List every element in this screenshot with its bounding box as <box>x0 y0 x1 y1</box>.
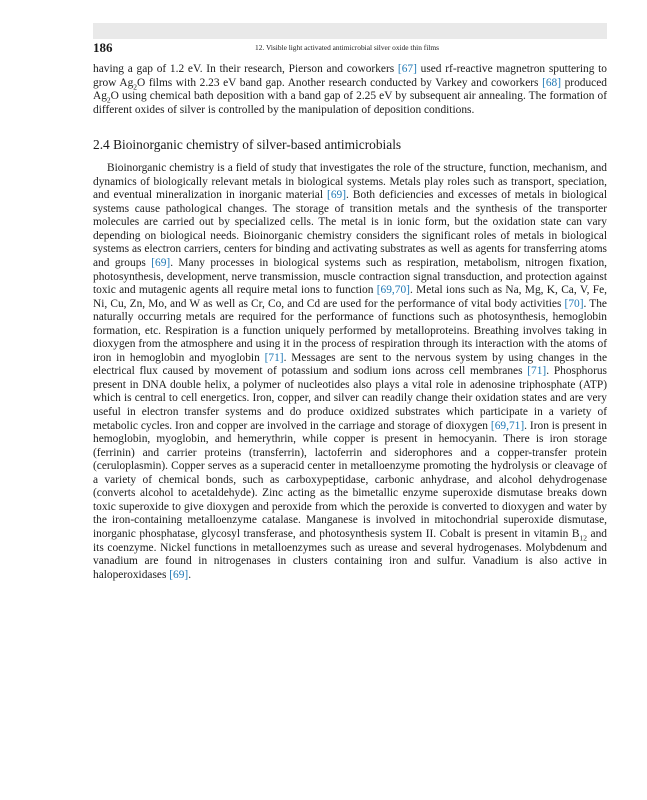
text-run: O films with 2.23 eV band gap. Another research conducted by Varkey and coworkers <box>137 76 543 89</box>
citation-69[interactable]: [69] <box>327 189 347 202</box>
text-run: . Both deficiencies and excesses of metals in biological systems cause pathological changes. The storage of transition metals and the synthesis of the transporter molecules are carried out by specialized cells. The metal is in ionic form, but the oxidation state can vary depending on biological needs. Bioinorganic chemistry considers the significant roles of metals in biological systems as electron carriers, centers for binding and activating substrates as well as agents for transferring atoms and groups <box>93 189 608 270</box>
paragraph-band-gap-continuation <box>93 63 607 117</box>
citation-71[interactable]: [71] <box>264 351 284 364</box>
subscript: 2 <box>106 95 111 105</box>
citation-69-71[interactable]: [69,71] <box>490 419 525 432</box>
text-run: used rf-reactive magnetron sputtering to grow Ag <box>93 63 607 89</box>
text-run: . Iron is present in hemoglobin, myoglobin, and hemerythrin, while copper is present in hemocyanin. There is iron storage (ferrinin) and carrier proteins (transferrin), lactoferrin and siderophores and a copper-transfer protein (ceruloplasmin). Copper serves as a superacid center in metalloenzyme promoting the hydrolysis or cleavage of a variety of chemical bonds, such as carboxypeptidase, carbonic anhydrase, and alcohol dehydrogenase (converts alcohol to acetaldehyde). Zinc acting as the bimetallic enzyme superoxide dismutase breaks down toxic superoxide to give dioxygen and peroxide from which the peroxide is converted to dioxygen and water by the iron-containing metalloenzyme catalase. Manganese is involved in mitochondrial superoxide dismutase, inorganic phosphatase, glycosyl transferase, and photosynthesis system II. Cobalt is present in vitamin B <box>93 419 607 540</box>
paragraph-bioinorganic-chemistry <box>93 162 607 582</box>
subscript: 2 <box>133 81 138 91</box>
citation-69-70[interactable]: [69,70] <box>376 284 410 297</box>
text-run: . Messages are sent to the nervous system by using changes in the electrical flux caused by movement of potassium and sodium ions across cell membranes <box>93 351 608 378</box>
text-run: and its coenzyme. Nickel functions in metalloenzymes such as urease and several hydrogenases. Molybdenum and vanadium are found in nitrogenases in clusters containing iron and sulfur. Vanadium is also active in haloperoxidases <box>93 527 608 581</box>
text-run: . The naturally occurring metals are required for the performance of functions such as photosynthesis, hemoglobin formation, etc. Respiration is a function uniquely performed by metalloproteins. Breathing involves taking in dioxygen from the atmosphere and using it in the process of respiration through its interaction with the atoms of iron in hemoglobin and myoglobin <box>93 297 607 364</box>
citation-71[interactable]: [71] <box>527 365 547 378</box>
text-run: . Metal ions such as Na, Mg, K, Ca, V, Fe, Ni, Cu, Zn, Mo, and W as well as Cr, Co, and Cd are used for the performance of vital body activities <box>93 284 607 310</box>
page-body <box>93 63 607 582</box>
citation-69[interactable]: [69] <box>151 257 171 270</box>
citation-68[interactable]: [68] <box>542 76 562 89</box>
text-run: O using chemical bath deposition with a band gap of 2.25 eV by subsequent air annealing. The formation of different oxides of silver is controlled by the manipulation of deposition conditions. <box>93 90 607 116</box>
subscript: 12 <box>579 533 588 543</box>
running-head <box>93 40 607 56</box>
page-number: 186 <box>93 40 113 55</box>
text-run: Bioinorganic chemistry is a field of study that investigates the role of the structure, function, mechanism, and dynamics of biologically relevant metals in biological systems. Metals play roles such as transport, speciation, and eventual mineralization in inorganic material <box>93 162 607 202</box>
text-run: . <box>188 568 192 581</box>
chapter-title: 12. Visible light activated antimicrobial silver oxide thin films <box>255 43 439 52</box>
citation-67[interactable]: [67] <box>397 63 417 75</box>
citation-70[interactable]: [70] <box>564 297 584 310</box>
text-run: produced Ag <box>93 76 607 103</box>
header-band <box>93 23 607 39</box>
text-run: . Phosphorus present in DNA double helix, a polymer of nucleotides also plays a vital role in adenosine triphosphate (ATP) which is central to cell energetics. Iron, copper, and silver can readily change their oxidation states and are very useful in electron transfer systems and do produce oxidized substrates which participate in a variety of metabolic cycles. Iron and copper are involved in the carriage and storage of dioxygen <box>93 365 607 432</box>
text-run: having a gap of 1.2 eV. In their research, Pierson and coworkers <box>93 63 398 75</box>
citation-69[interactable]: [69] <box>169 568 189 581</box>
text-run: . Many processes in biological systems such as respiration, metabolism, nitrogen fixation, photosynthesis, development, nerve transmission, muscle contraction signal transduction, and protection against toxic and mutagenic agents all require metal ions to function <box>93 257 607 297</box>
section-heading: 2.4 Bioinorganic chemistry of silver-based antimicrobials <box>93 137 402 153</box>
